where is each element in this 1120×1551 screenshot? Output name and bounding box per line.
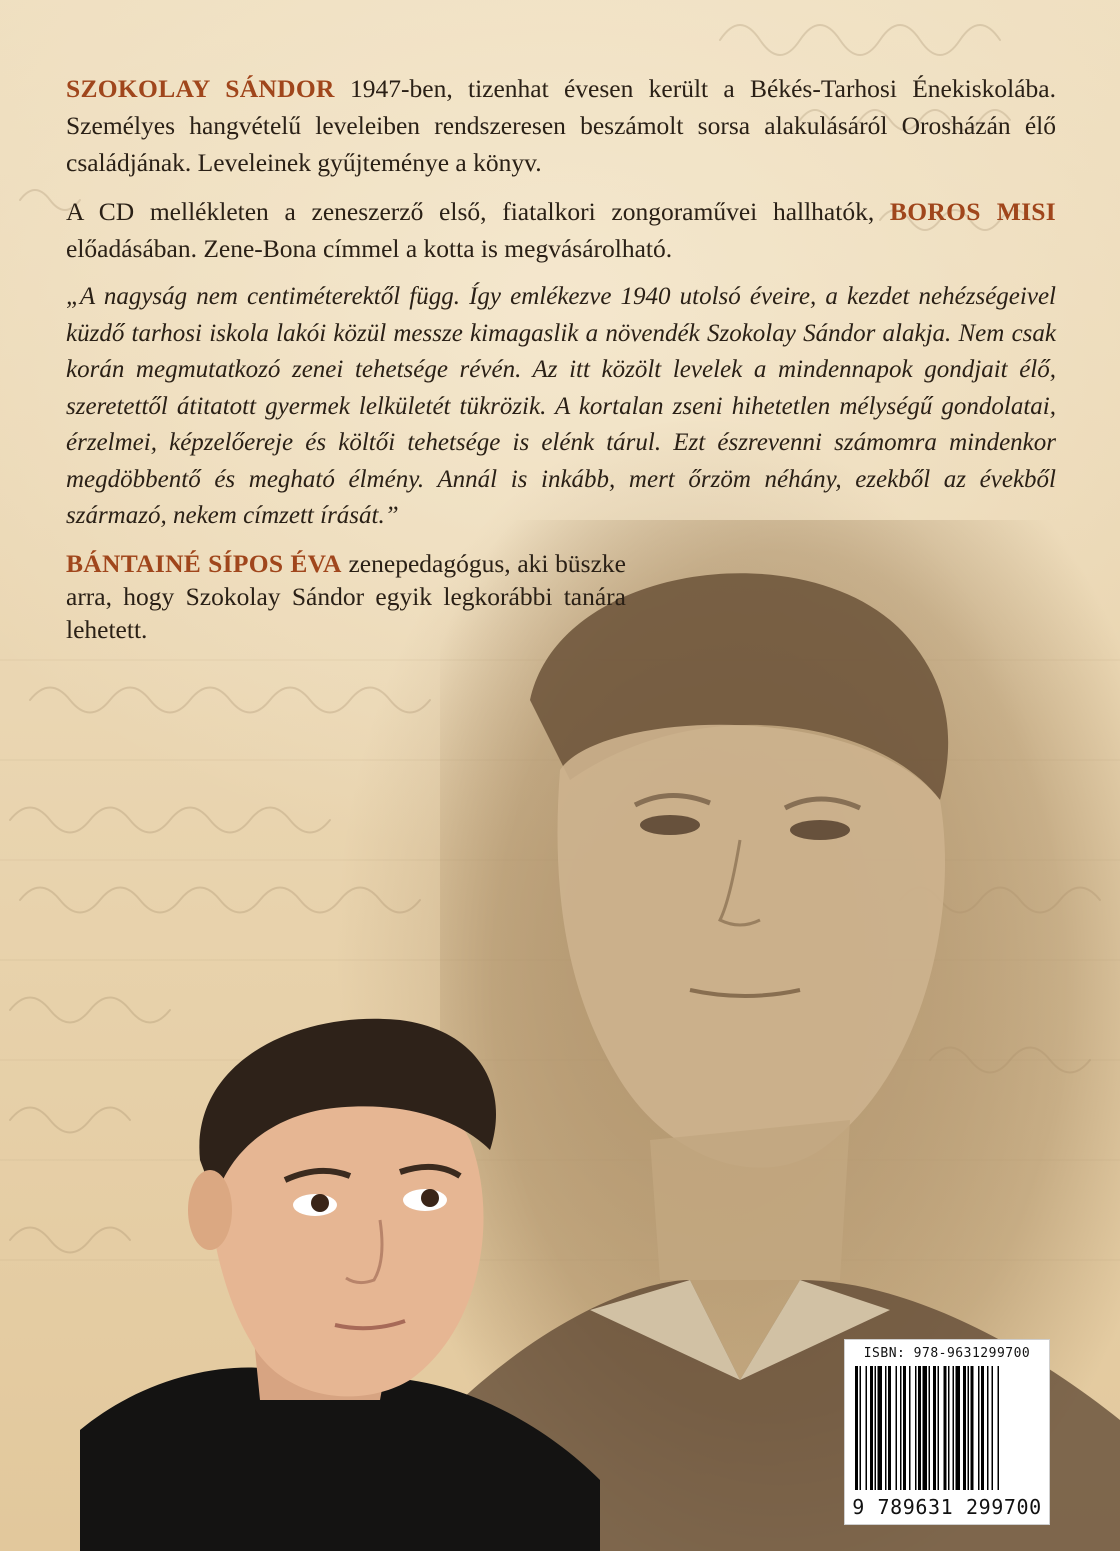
barcode-bar (855, 1366, 858, 1490)
boy-photo (80, 1000, 600, 1551)
signature-name: BÁNTAINÉ SÍPOS ÉVA (66, 548, 342, 578)
barcode-bar (948, 1366, 950, 1490)
barcode-bar (953, 1366, 955, 1490)
barcode-number: 9 789631 299700 (852, 1495, 1042, 1519)
barcode-bar (987, 1366, 989, 1490)
barcode-bar (915, 1366, 917, 1490)
signature-paragraph (66, 547, 626, 646)
barcode-bars (855, 1366, 1039, 1490)
barcode-bar (956, 1366, 961, 1490)
quote-paragraph: „A nagyság nem centiméterektől függ. Így emlékezve 1940 utolsó éveire, a kezdet nehézségeivel küzdő tarhosi iskola lakói közül messze kimagaslik a növendék Szokolay Sándor alakja. Nem csak korán megmutatkozó zenei tehetsége révén. Az itt közölt levelek a mindennapok gondjait élő, szeretettől átitatott gyermek lelkületét tükrözik. A kortalan zseni hihetetlen mélységű gondolatai, érzelmei, képzelőereje és költői tehetsége is elénk tárul. Ezt észrevenni számomra mindenkor megdöbbentő és megható élmény. Annál is inkább, mert őrzöm néhány, ezekből az évekből származó, nekem címzett írását.” (66, 283, 1056, 529)
barcode-bar (896, 1366, 898, 1490)
cd-paragraph (66, 193, 1056, 267)
performer-name: BOROS MISI (889, 197, 1057, 226)
barcode-bar (963, 1366, 966, 1490)
barcode-bar (885, 1366, 887, 1490)
author-name: SZOKOLAY SÁNDOR (66, 74, 335, 103)
intro-paragraph (66, 70, 1056, 181)
barcode-bar (875, 1366, 877, 1490)
barcode-bar (998, 1366, 1000, 1490)
barcode-bar (938, 1366, 940, 1490)
barcode-bar (870, 1366, 873, 1490)
intro-text: 1947-ben, tizenhat évesen került a Békés-Tarhosi Énekiskolába. Személyes hangvételű leveleiben rendszeresen beszámolt sorsa alakulásáról Orosházán élő családjának. Leveleinek gyűjteménye a könyv. (66, 74, 1056, 177)
barcode-bar (971, 1366, 974, 1490)
barcode-bar (860, 1366, 862, 1490)
barcode-bar (981, 1366, 984, 1490)
barcode-bar (992, 1366, 994, 1490)
barcode-bar (909, 1366, 911, 1490)
barcode-bar (900, 1366, 902, 1490)
barcode-bar (933, 1366, 936, 1490)
barcode-bar (903, 1366, 906, 1490)
barcode-bar (878, 1366, 883, 1490)
barcode-bar (978, 1366, 980, 1490)
isbn-label: ISBN: 978-9631299700 (863, 1346, 1031, 1361)
barcode-bar (888, 1366, 891, 1490)
barcode-bar (929, 1366, 931, 1490)
barcode-bar (866, 1366, 868, 1490)
cd-text-before: A CD mellékleten a zeneszerző első, fiatalkori zongoraművei hallhatók, (66, 197, 890, 226)
signature-text: zenepedagógus, aki büszke arra, hogy Szokolay Sándor egyik legkorábbi tanára lehetett. (66, 548, 626, 644)
barcode-bar (918, 1366, 921, 1490)
barcode-bar (944, 1366, 947, 1490)
cd-text-after: előadásában. Zene-Bona címmel a kotta is megvásárolható. (66, 234, 673, 263)
isbn-barcode (844, 1339, 1050, 1525)
back-cover-text (66, 70, 1056, 658)
barcode-bar (923, 1366, 928, 1490)
barcode-bar (968, 1366, 970, 1490)
